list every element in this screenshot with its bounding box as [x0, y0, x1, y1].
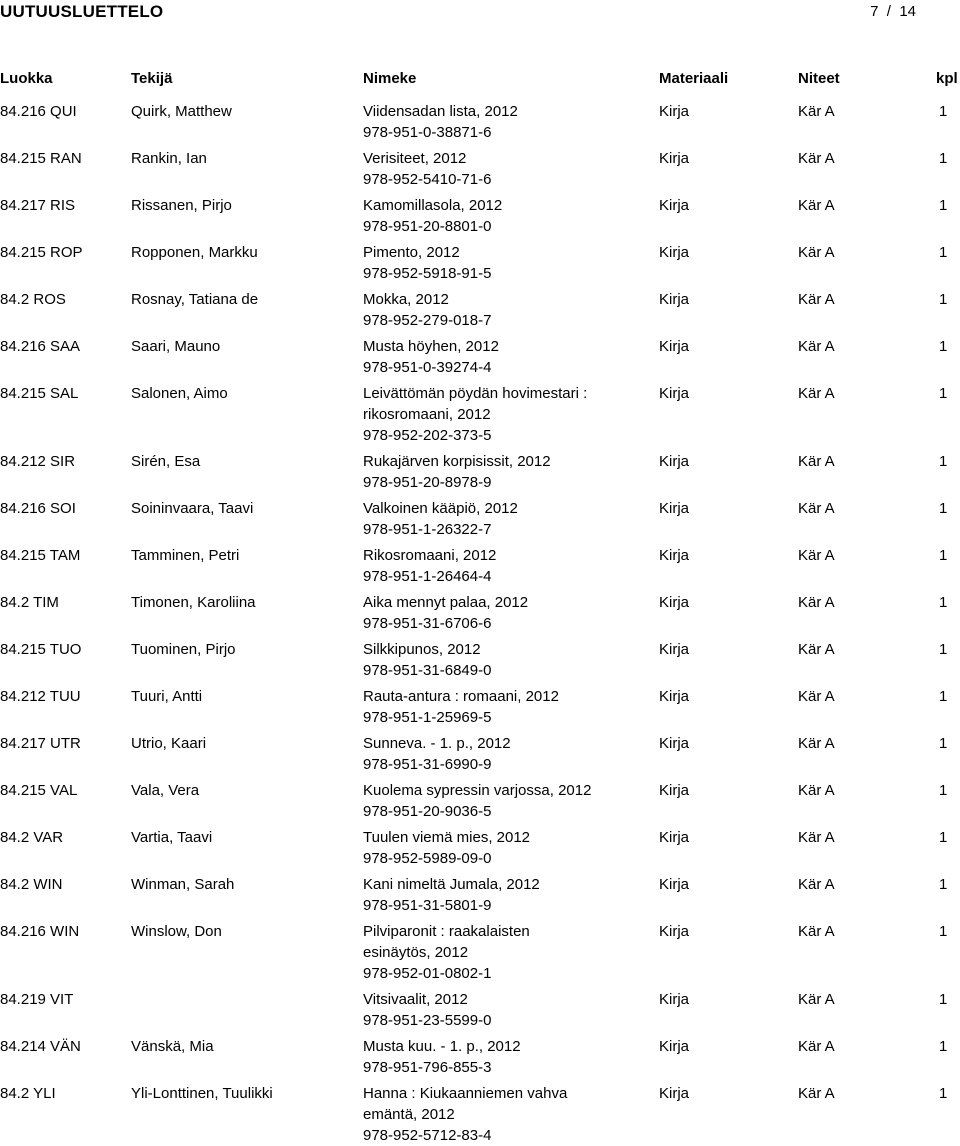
entry-title-block [363, 148, 643, 190]
entry-isbn: 978-951-31-6706-6 [363, 615, 492, 632]
entry-class-code: 84.215 RAN [0, 150, 82, 167]
entry-author: Vartia, Taavi [131, 829, 213, 846]
entry-title-block [363, 1083, 643, 1146]
entry-title-block [363, 336, 643, 378]
entry-title-line: Silkkipunos, 2012 [363, 641, 481, 658]
entry-location: Kär A [798, 991, 835, 1008]
entry-isbn: 978-951-31-6849-0 [363, 662, 492, 679]
entry-title-block [363, 545, 643, 587]
entry-material: Kirja [659, 829, 690, 846]
entry-title-block [363, 101, 643, 143]
entry-title-block [363, 195, 643, 237]
entry-location: Kär A [798, 291, 835, 308]
entry-isbn: 978-951-796-855-3 [363, 1059, 492, 1076]
entry-title-block [363, 242, 643, 284]
entry-count: 1 [939, 923, 948, 940]
entry-isbn: 978-952-01-0802-1 [363, 965, 492, 982]
entry-count: 1 [939, 150, 948, 167]
entry-material: Kirja [659, 244, 690, 261]
entry-class-code: 84.2 WIN [0, 876, 63, 893]
entry-isbn: 978-951-0-38871-6 [363, 124, 492, 141]
entry-location: Kär A [798, 923, 835, 940]
entry-title-block [363, 1036, 643, 1078]
entry-title-line: Pimento, 2012 [363, 244, 460, 261]
entry-author: Vänskä, Mia [131, 1038, 214, 1055]
column-header-nimeke: Nimeke [363, 70, 417, 87]
entry-count: 1 [939, 244, 948, 261]
entry-title-line: Valkoinen kääpiö, 2012 [363, 500, 518, 517]
entry-class-code: 84.217 UTR [0, 735, 81, 752]
entry-author: Salonen, Aimo [131, 385, 228, 402]
entry-title-line: Kuolema sypressin varjossa, 2012 [363, 782, 592, 799]
entry-class-code: 84.217 RIS [0, 197, 76, 214]
entry-class-code: 84.215 TAM [0, 547, 81, 564]
entry-title-block [363, 498, 643, 540]
entry-class-code: 84.219 VIT [0, 991, 74, 1008]
entry-location: Kär A [798, 735, 835, 752]
entry-title-line: rikosromaani, 2012 [363, 406, 491, 423]
entry-material: Kirja [659, 923, 690, 940]
entry-class-code: 84.216 SOI [0, 500, 76, 517]
entry-author: Utrio, Kaari [131, 735, 207, 752]
entry-title-line: Mokka, 2012 [363, 291, 449, 308]
entry-count: 1 [939, 103, 948, 120]
entry-count: 1 [939, 782, 948, 799]
entry-material: Kirja [659, 338, 690, 355]
entry-title-line: Sunneva. - 1. p., 2012 [363, 735, 511, 752]
entry-isbn: 978-952-202-373-5 [363, 427, 492, 444]
entry-title-line: Pilviparonit : raakalaisten [363, 923, 530, 940]
entry-author: Tuominen, Pirjo [131, 641, 236, 658]
entry-title-block [363, 827, 643, 869]
entry-count: 1 [939, 594, 948, 611]
entry-author: Soininvaara, Taavi [131, 500, 254, 517]
entry-count: 1 [939, 991, 948, 1008]
entry-count: 1 [939, 197, 948, 214]
entry-title-block [363, 383, 643, 446]
entry-location: Kär A [798, 547, 835, 564]
entry-title-block [363, 639, 643, 681]
entry-author: Ropponen, Markku [131, 244, 258, 261]
entry-author: Rankin, Ian [131, 150, 207, 167]
entry-material: Kirja [659, 1038, 690, 1055]
entry-isbn: 978-951-20-8978-9 [363, 474, 492, 491]
entry-author: Sirén, Esa [131, 453, 201, 470]
entry-count: 1 [939, 338, 948, 355]
entry-title-line: Hanna : Kiukaanniemen vahva [363, 1085, 568, 1102]
entry-title-block [363, 289, 643, 331]
entry-isbn: 978-952-5918-91-5 [363, 265, 492, 282]
entry-isbn: 978-952-5989-09-0 [363, 850, 492, 867]
entry-isbn: 978-951-1-25969-5 [363, 709, 492, 726]
entry-isbn: 978-951-1-26322-7 [363, 521, 492, 538]
entry-title-line: Vitsivaalit, 2012 [363, 991, 468, 1008]
entry-isbn: 978-951-23-5599-0 [363, 1012, 492, 1029]
entry-title-line: Aika mennyt palaa, 2012 [363, 594, 529, 611]
entry-count: 1 [939, 291, 948, 308]
entry-title-line: Kani nimeltä Jumala, 2012 [363, 876, 540, 893]
entry-author: Quirk, Matthew [131, 103, 232, 120]
entry-title-block [363, 686, 643, 728]
entry-title-line: Rukajärven korpisissit, 2012 [363, 453, 551, 470]
entry-class-code: 84.212 SIR [0, 453, 76, 470]
entry-title-block [363, 989, 643, 1031]
entry-isbn: 978-951-31-5801-9 [363, 897, 492, 914]
entry-isbn: 978-952-5712-83-4 [363, 1127, 492, 1144]
entry-class-code: 84.2 TIM [0, 594, 59, 611]
entry-material: Kirja [659, 547, 690, 564]
entry-material: Kirja [659, 641, 690, 658]
entry-title-block [363, 592, 643, 634]
page-header [0, 0, 960, 24]
entry-author: Rissanen, Pirjo [131, 197, 232, 214]
entry-count: 1 [939, 876, 948, 893]
entry-title-line: emäntä, 2012 [363, 1106, 455, 1123]
entry-class-code: 84.2 YLI [0, 1085, 56, 1102]
page-separator: / [886, 3, 891, 20]
entry-isbn: 978-952-279-018-7 [363, 312, 492, 329]
entry-isbn: 978-951-20-8801-0 [363, 218, 492, 235]
entry-title-line: esinäytös, 2012 [363, 944, 469, 961]
page-total: 14 [899, 3, 916, 20]
entry-author: Winslow, Don [131, 923, 222, 940]
entry-location: Kär A [798, 338, 835, 355]
entry-location: Kär A [798, 197, 835, 214]
entry-material: Kirja [659, 500, 690, 517]
entry-title-block [363, 921, 643, 984]
column-header-niteet: Niteet [798, 70, 840, 87]
entry-location: Kär A [798, 500, 835, 517]
entry-location: Kär A [798, 876, 835, 893]
entry-title-line: Verisiteet, 2012 [363, 150, 467, 167]
entry-isbn: 978-951-0-39274-4 [363, 359, 492, 376]
entry-class-code: 84.2 VAR [0, 829, 64, 846]
entry-location: Kär A [798, 1038, 835, 1055]
entry-title-block [363, 451, 643, 493]
entry-isbn: 978-951-20-9036-5 [363, 803, 492, 820]
entry-isbn: 978-951-1-26464-4 [363, 568, 492, 585]
entry-title-line: Kamomillasola, 2012 [363, 197, 503, 214]
entry-author: Rosnay, Tatiana de [131, 291, 259, 308]
entry-material: Kirja [659, 735, 690, 752]
entry-material: Kirja [659, 150, 690, 167]
entry-class-code: 84.216 WIN [0, 923, 80, 940]
entry-class-code: 84.216 QUI [0, 103, 77, 120]
entry-count: 1 [939, 500, 948, 517]
entry-material: Kirja [659, 876, 690, 893]
entry-count: 1 [939, 547, 948, 564]
entry-material: Kirja [659, 1085, 690, 1102]
entry-class-code: 84.215 SAL [0, 385, 79, 402]
entry-class-code: 84.215 VAL [0, 782, 78, 799]
entry-material: Kirja [659, 688, 690, 705]
entry-location: Kär A [798, 782, 835, 799]
entry-class-code: 84.216 SAA [0, 338, 81, 355]
entry-location: Kär A [798, 641, 835, 658]
entry-location: Kär A [798, 385, 835, 402]
entry-title-line: Rauta-antura : romaani, 2012 [363, 688, 559, 705]
entry-author: Yli-Lonttinen, Tuulikki [131, 1085, 273, 1102]
column-header-luokka: Luokka [0, 70, 53, 87]
entry-location: Kär A [798, 688, 835, 705]
entry-count: 1 [939, 1038, 948, 1055]
entry-count: 1 [939, 829, 948, 846]
entry-class-code: 84.214 VÄN [0, 1038, 81, 1055]
entry-title-line: Tuulen viemä mies, 2012 [363, 829, 531, 846]
entry-material: Kirja [659, 991, 690, 1008]
entry-location: Kär A [798, 594, 835, 611]
page-number [870, 2, 916, 22]
column-header-materiaali: Materiaali [659, 70, 729, 87]
entry-count: 1 [939, 1085, 948, 1102]
entry-title-line: Viidensadan lista, 2012 [363, 103, 518, 120]
document-title: UUTUUSLUETTELO [0, 2, 164, 21]
entry-title-line: Musta kuu. - 1. p., 2012 [363, 1038, 521, 1055]
entry-title-line: Rikosromaani, 2012 [363, 547, 497, 564]
entry-isbn: 978-952-5410-71-6 [363, 171, 492, 188]
entry-location: Kär A [798, 103, 835, 120]
entry-location: Kär A [798, 150, 835, 167]
entry-title-block [363, 780, 643, 822]
entry-title-block [363, 733, 643, 775]
entry-count: 1 [939, 453, 948, 470]
page-current: 7 [870, 3, 879, 20]
entry-count: 1 [939, 385, 948, 402]
entry-author: Tuuri, Antti [131, 688, 203, 705]
entry-title-block [363, 874, 643, 916]
entry-title-line: Leivättömän pöydän hovimestari : [363, 385, 588, 402]
entry-author: Vala, Vera [131, 782, 200, 799]
entry-author: Tamminen, Petri [131, 547, 240, 564]
entry-location: Kär A [798, 244, 835, 261]
entry-class-code: 84.212 TUU [0, 688, 81, 705]
entry-material: Kirja [659, 291, 690, 308]
entry-class-code: 84.2 ROS [0, 291, 66, 308]
entry-location: Kär A [798, 453, 835, 470]
entry-count: 1 [939, 735, 948, 752]
entry-author: Timonen, Karoliina [131, 594, 256, 611]
entry-material: Kirja [659, 782, 690, 799]
entry-author: Saari, Mauno [131, 338, 221, 355]
entry-material: Kirja [659, 453, 690, 470]
entry-title-line: Musta höyhen, 2012 [363, 338, 499, 355]
entry-location: Kär A [798, 1085, 835, 1102]
entry-count: 1 [939, 641, 948, 658]
entry-material: Kirja [659, 594, 690, 611]
entry-class-code: 84.215 TUO [0, 641, 82, 658]
column-header-tekija: Tekijä [131, 70, 173, 87]
entry-class-code: 84.215 ROP [0, 244, 83, 261]
entry-material: Kirja [659, 197, 690, 214]
entry-isbn: 978-951-31-6990-9 [363, 756, 492, 773]
entry-material: Kirja [659, 103, 690, 120]
column-headers [0, 69, 960, 89]
entry-count: 1 [939, 688, 948, 705]
entry-location: Kär A [798, 829, 835, 846]
entry-author: Winman, Sarah [131, 876, 235, 893]
entry-material: Kirja [659, 385, 690, 402]
column-header-kpl: kpl [936, 70, 958, 87]
